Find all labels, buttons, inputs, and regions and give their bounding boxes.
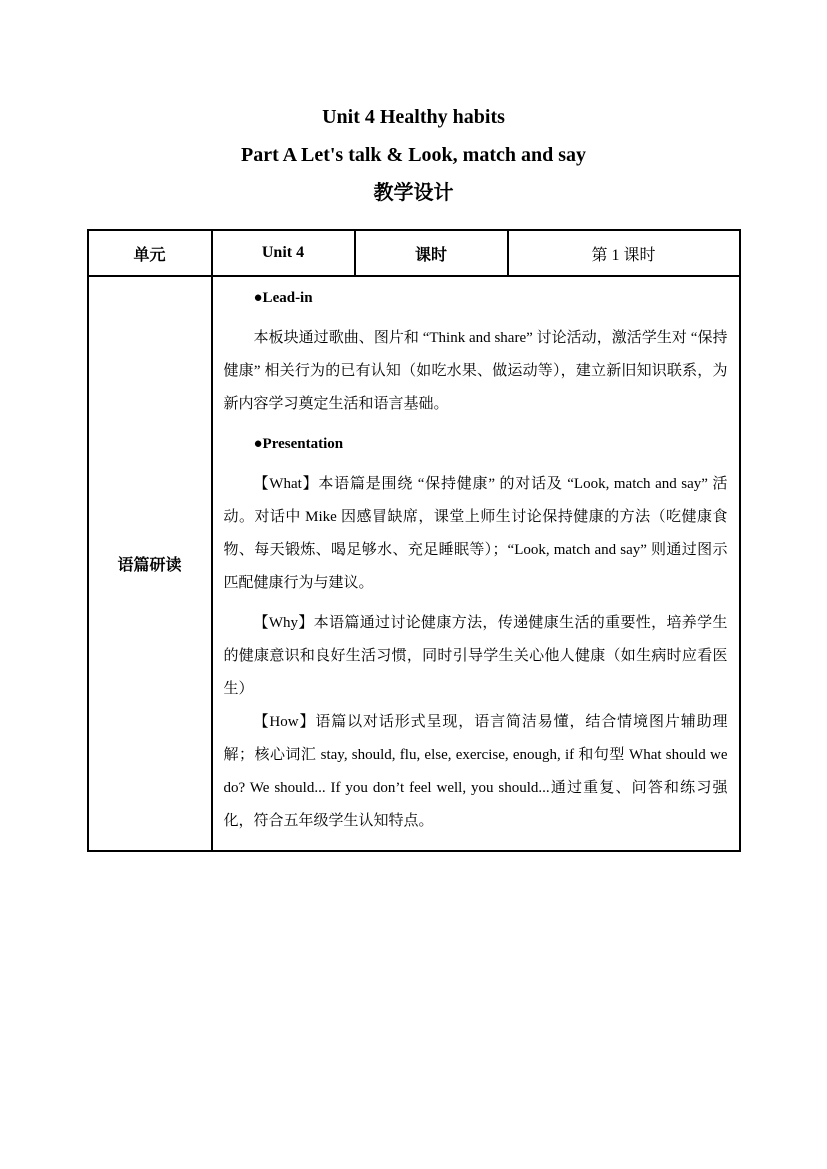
table-header-row — [88, 230, 740, 276]
what-paragraph: 【What】本语篇是围绕 “保持健康” 的对话及 “Look, match and say” 活动。对话中 Mike 因感冒缺席，课堂上师生讨论保持健康的方法（吃健康食物、每天锻炼、喝足够水、充足睡眠等）；“Look, match and say” 则通过图示匹配健康行为与建议。 — [223, 476, 728, 591]
lead-in-paragraph: 本板块通过歌曲、图片和 “Think and share” 讨论活动，激活学生对 “保持健康” 相关行为的已有认知（如吃水果、做运动等），建立新旧知识联系，为新内容学习奠定生活和语言基础。 — [223, 330, 728, 412]
period-value-cell: 第 1 课时 — [508, 230, 740, 276]
section-label-cell: 语篇研读 — [88, 276, 212, 851]
how-paragraph: 【How】语篇以对话形式呈现，语言简洁易懂，结合情境图片辅助理解；核心词汇 stay, should, flu, else, exercise, enough, if 和句型 What should we do? We should... If you don’t feel well, you should...通过重复、问答和练习强化，符合五年级学生认知特点。 — [223, 714, 728, 829]
title-line-chinese: 教学设计 — [373, 182, 454, 204]
lesson-plan-table — [87, 229, 741, 852]
unit-label-cell: 单元 — [88, 230, 212, 276]
table-content-row — [88, 276, 740, 851]
unit-value-cell: Unit 4 — [212, 230, 355, 276]
presentation-heading: ●Presentation — [253, 436, 344, 452]
period-label-cell: 课时 — [355, 230, 508, 276]
lead-in-heading: ●Lead-in — [253, 290, 313, 306]
title-line-english-part: Part A Let's talk & Look, match and say — [240, 144, 587, 166]
section-content-cell — [212, 276, 740, 851]
title-line-english-unit: Unit 4 Healthy habits — [322, 106, 505, 128]
document-title-block — [0, 98, 827, 212]
why-paragraph: 【Why】本语篇通过讨论健康方法，传递健康生活的重要性，培养学生的健康意识和良好生活习惯，同时引导学生关心他人健康（如生病时应看医生） — [223, 615, 728, 697]
